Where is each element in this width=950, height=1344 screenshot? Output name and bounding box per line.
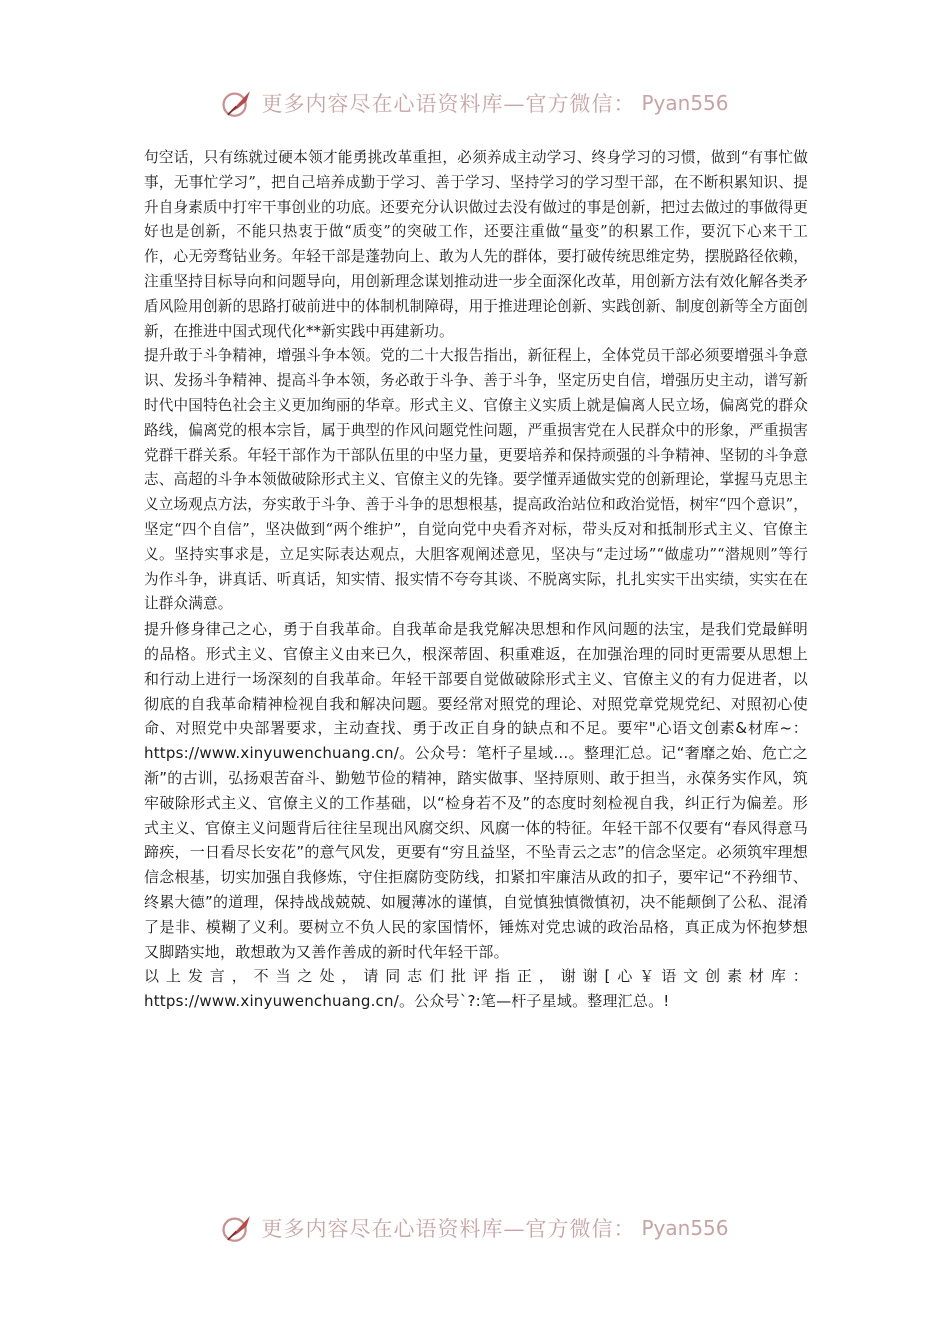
- footer-watermark: [0, 1208, 950, 1248]
- paragraph-self-revolution: 提升修身律己之心，勇于自我革命。自我革命是我党解决思想和作风问题的法宝，是我们党最鲜明的品格。形式主义、官僚主义由来已久，根深蒂固、积重难返，在加强治理的同时更需要从思想上和行动上进行一场深刻的自我革命。年轻干部要自觉做破除形式主义、官僚主义的有力促进者，以彻底的自我革命精神检视自我和解决问题。要经常对照党的理论、对照党章党规党纪、对照初心使命、对照党中央部署要求，主动查找、勇于改正自身的缺点和不足。要牢"心语文创素&材库~：https://www.xinyuwenchuang.cn/。公众号：笔杆子星域...。整理汇总。记“奢靡之始、危亡之渐”的古训，弘扬艰苦奋斗、勤勉节俭的精神，踏实做事、坚持原则、敢于担当，永葆务实作风，筑牢破除形式主义、官僚主义的工作基础，以“检身若不及”的态度时刻检视自我，纠正行为偏差。形式主义、官僚主义问题背后往往呈现出风腐交织、风腐一体的特征。年轻干部不仅要有“春风得意马蹄疾，一日看尽长安花”的意气风发，更要有“穷且益坚，不坠青云之志”的信念坚定。必须筑牢理想信念根基，切实加强自我修炼，守住拒腐防变防线，扣紧扣牢廉洁从政的扣子，要牢记“不矜细节、终累大德”的道理，保持战战兢兢、如履薄冰的谨慎，自觉慎独慎微慎初，决不能颠倒了公私、混淆了是非、模糊了义利。要树立不负人民的家国情怀，锤炼对党忠诚的政治品格，真正成为怀抱梦想又脚踏实地，敢想敢为又善作善成的新时代年轻干部。: [144, 620, 808, 961]
- header-watermark: [0, 83, 950, 123]
- document-body: [144, 146, 808, 1014]
- watermark-handle: Pyan556: [641, 1216, 729, 1240]
- paragraph-closing-remarks: 以上发言，不当之处，请同志们批评指正，谢谢[心￥语文创素材库：https://www.xinyuwenchuang.cn/。公众号`?:笔—杆子星域。整理汇总。!: [144, 967, 808, 1011]
- paragraph-study-innovation: 句空话，只有练就过硬本领才能勇挑改革重担，必须养成主动学习、终身学习的习惯，做到“有事忙做事，无事忙学习”，把自己培养成勤于学习、善于学习、坚持学习的学习型干部，在不断积累知识、提升自身素质中打牢干事创业的功底。还要充分认识做过去没有做过的事是创新，把过去做过的事做得更好也是创新，不能只热衷于做“质变”的突破工作，还要注重做“量变”的积累工作，要沉下心来干工作，心无旁骛钻业务。年轻干部是蓬勃向上、敢为人先的群体，要打破传统思维定势，摆脱路径依赖，注重坚持目标导向和问题导向，用创新理念谋划推动进一步全面深化改革，用创新方法有效化解各类矛盾风险用创新的思路打破前进中的体制机制障碍，用于推进理论创新、实践创新、制度创新等全方面创新，在推进中国式现代化**新实践中再建新功。: [144, 149, 808, 340]
- paragraph-struggle-spirit: 提升敢于斗争精神，增强斗争本领。党的二十大报告指出，新征程上，全体党员干部必须要增强斗争意识、发扬斗争精神、提高斗争本领，务必敢于斗争、善于斗争，坚定历史自信，增强历史主动，谱写新时代中国特色社会主义更加绚丽的华章。形式主义、官僚主义实质上就是偏离人民立场，偏离党的群众路线，偏离党的根本宗旨，属于典型的作风问题党性问题，严重损害党在人民群众中的形象，严重损害党群干群关系。年轻干部作为干部队伍里的中坚力量，更要培养和保持顽强的斗争精神、坚韧的斗争意志、高超的斗争本领做破除形式主义、官僚主义的先锋。要学懂弄通做实党的创新理论，掌握马克思主义立场观点方法，夯实敢于斗争、善于斗争的思想根基，提高政治站位和政治觉悟，树牢“四个意识”，坚定“四个自信”，坚决做到“两个维护”，自觉向党中央看齐对标，带头反对和抵制形式主义、官僚主义。坚持实事求是，立足实际表达观点，大胆客观阐述意见，坚决与“走过场”“做虚功”“潜规则”等行为作斗争，讲真话、听真话，知实情、报实情不夸夸其谈、不脱离实际，扎扎实实干出实绩，实实在在让群众满意。: [144, 347, 808, 613]
- watermark-text: 更多内容尽在心语资料库—官方微信：: [261, 92, 636, 116]
- watermark-text: 更多内容尽在心语资料库—官方微信：: [261, 1217, 636, 1241]
- watermark-handle: Pyan556: [641, 91, 729, 115]
- feather-pen-logo-icon: [221, 86, 255, 120]
- feather-pen-logo-icon: [221, 1211, 255, 1245]
